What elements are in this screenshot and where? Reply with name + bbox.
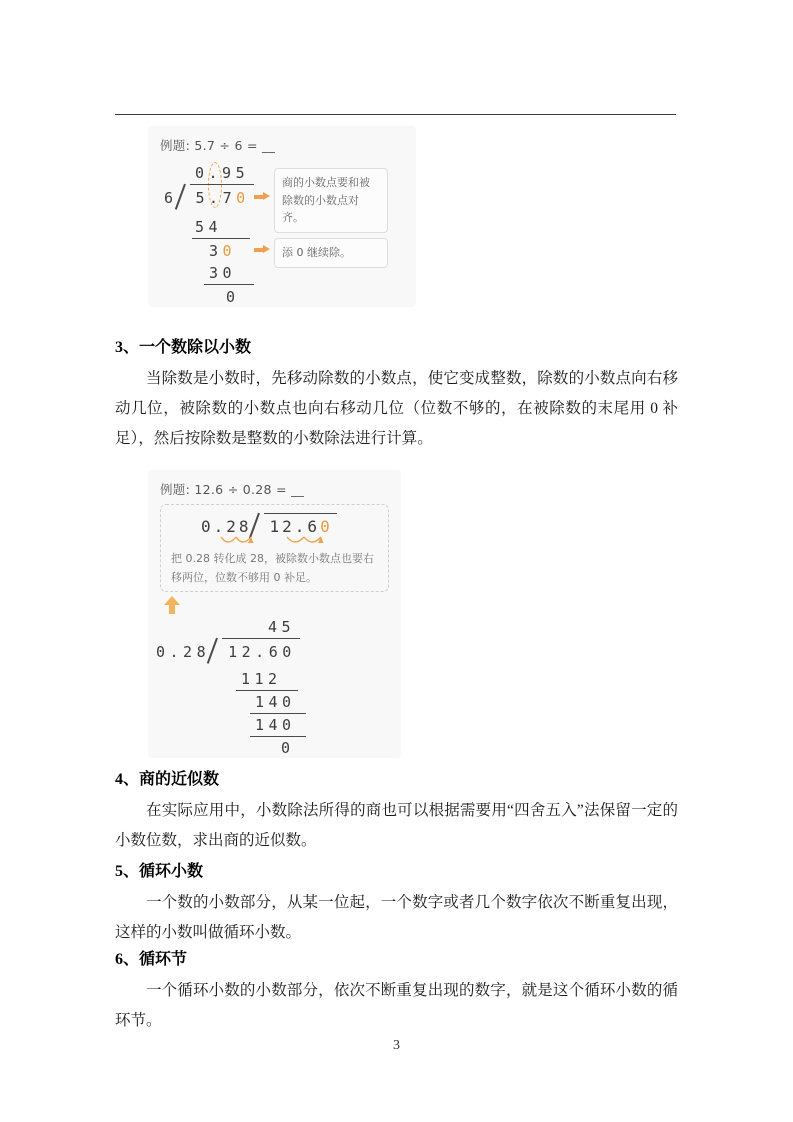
quotient-row: 45 [268,618,296,636]
division-slash-icon [210,638,222,664]
dividend: 12.60 [222,638,300,661]
callout-decimal-align: 商的小数点要和被除数的小数点对齐。 [274,168,388,233]
section-body-5: 一个数的小数部分，从某一位起，一个数字或者几个数字依次不断重复出现，这样的小数叫做循环小数。 [115,894,678,941]
subtraction-line [204,284,254,285]
remainder-row [209,242,236,260]
right-arrow-icon [254,245,270,254]
step-row: 140 [255,716,296,734]
example-box-2 [148,470,401,758]
arrow-shaft [254,195,263,199]
step-row: 54 [195,218,223,236]
section-heading-6: 6、循环节 [115,951,188,968]
arrow-shaft [254,248,263,252]
division-bracket-row [156,638,300,664]
section-body-6: 一个循环小数的小数部分，依次不断重复出现的数字，就是这个循环小数的循环节。 [115,982,678,1029]
transform-note: 把 0.28 转化成 28，被除数小数点也要右移两位，位数不够用 0 补足。 [171,552,374,585]
result-row: 0 [281,739,295,757]
section-body-4: 在实际应用中，小数除法所得的商也可以根据需要用“四舍五入”法保留一定的小数位数，求出商的近似数。 [115,802,678,849]
decimal-move-arcs-icon [285,535,329,547]
up-arrow-icon [164,596,180,615]
example-2-title: 例题: 12.6 ÷ 0.28 = __ [160,482,305,497]
quotient-row: 0.95 [195,164,250,182]
transform-division-row [201,513,337,537]
arrow-head [164,596,180,605]
division-bracket-row [164,184,254,210]
dividend-main: 5.7 [195,189,237,207]
arrow-head [263,245,270,253]
subtraction-line [192,238,250,239]
divisor: 0.28 [156,643,211,661]
example-box-1 [148,126,416,307]
step-row: 112 [241,670,282,688]
subtraction-line [236,690,298,691]
example-1-title: 例题: 5.7 ÷ 6 = __ [160,138,276,153]
dividend [190,184,254,207]
callout-append-zero: 添 0 继续除。 [274,238,388,268]
arrow-shaft [169,605,175,614]
divisor: 6 [164,189,178,207]
remainder-digit: 3 [209,242,223,260]
step-row: 30 [209,264,237,282]
appended-zero: 0 [222,242,237,260]
section-body-3: 当除数是小数时，先移动除数的小数点，使它变成整数，除数的小数点向右移动几位，被除数的小数点也向右移动几位（位数不够的，在被除数的末尾用 0 补足），然后按除数是整数的小数除法进行计算。 [115,370,678,447]
step-row: 140 [255,693,296,711]
page-number: 3 [393,1038,400,1053]
subtraction-line [250,736,306,737]
transform-dividend [264,513,337,536]
decimal-move-arcs-icon [219,535,257,547]
dividend-appended-zero: 0 [236,189,250,207]
section-heading-3: 3、一个数除以小数 [115,339,252,356]
division-slash-icon [252,513,264,537]
section-heading-4: 4、商的近似数 [115,771,220,788]
section-heading-5: 5、循环小数 [115,863,204,880]
result-row: 0 [226,288,240,306]
transform-divisor: 0.28 [201,517,252,536]
transform-appended-zero: 0 [320,517,333,536]
division-slash-icon [178,184,190,210]
header-rule [115,114,676,115]
transform-dividend-main: 12.6 [269,517,321,536]
arrow-head [263,192,270,200]
right-arrow-icon [254,192,270,201]
transform-box [160,504,389,592]
subtraction-line [250,713,306,714]
